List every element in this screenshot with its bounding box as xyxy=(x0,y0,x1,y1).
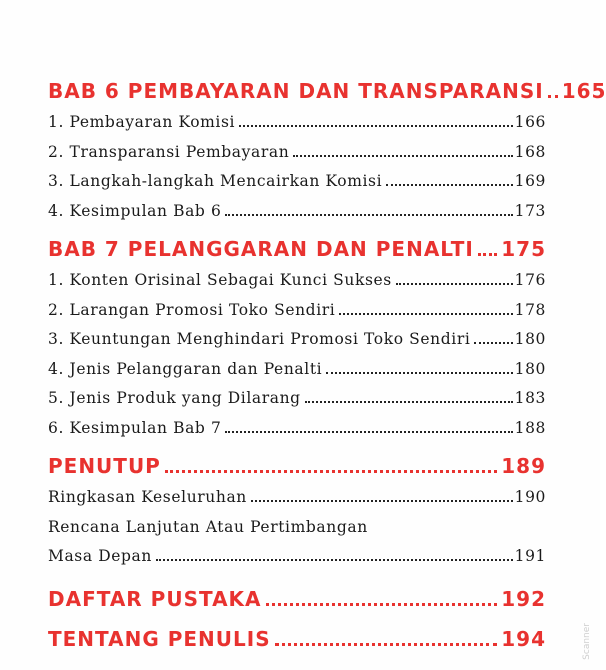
dot-leader xyxy=(305,401,513,403)
heading-page-number: 189 xyxy=(501,454,546,478)
heading-label: DAFTAR PUSTAKA xyxy=(48,586,262,611)
heading-label: TENTANG PENULIS xyxy=(48,626,271,651)
heading-page-number: 192 xyxy=(501,586,546,611)
entry-label: 1. Konten Orisinal Sebagai Kunci Sukses xyxy=(48,271,392,289)
entry-page-number: 190 xyxy=(514,488,546,506)
toc-heading-tentang-penulis[interactable] xyxy=(48,622,546,656)
entry-label: 3. Langkah-langkah Mencairkan Komisi xyxy=(48,172,383,190)
heading-label: BAB 7 PELANGGARAN DAN PENALTI xyxy=(48,237,474,261)
dot-leader xyxy=(251,500,513,502)
toc-entry[interactable] xyxy=(48,266,546,296)
toc-entry[interactable] xyxy=(48,542,546,572)
entry-page-number: 180 xyxy=(514,330,546,348)
heading-page-number: 194 xyxy=(501,626,546,651)
dot-leader xyxy=(326,372,512,374)
toc-heading-bab-6[interactable] xyxy=(48,74,606,108)
heading-label: BAB 6 PEMBAYARAN DAN TRANSPARANSI xyxy=(48,79,544,103)
dot-leader xyxy=(165,470,497,473)
entry-label: 4. Kesimpulan Bab 6 xyxy=(48,201,222,220)
dot-leader xyxy=(275,643,498,646)
entry-page-number: 168 xyxy=(514,142,546,161)
entry-label: 2. Transparansi Pembayaran xyxy=(48,142,290,161)
entry-label: Rencana Lanjutan Atau Pertimbangan xyxy=(48,517,368,536)
dot-leader xyxy=(474,342,512,344)
entry-page-number: 191 xyxy=(514,547,546,565)
entry-label: 5. Jenis Produk yang Dilarang xyxy=(48,389,301,407)
dot-leader xyxy=(266,603,498,606)
entry-page-number: 173 xyxy=(514,201,546,220)
heading-label: PENUTUP xyxy=(48,454,161,478)
toc-entry[interactable] xyxy=(48,167,546,197)
toc-heading-bab-7[interactable] xyxy=(48,232,546,266)
heading-page-number: 175 xyxy=(501,237,546,261)
toc-entry[interactable] xyxy=(48,483,546,513)
dot-leader xyxy=(239,125,513,127)
toc-entry[interactable] xyxy=(48,138,546,168)
toc-entry[interactable] xyxy=(48,513,546,543)
dot-leader xyxy=(225,214,512,216)
spacer xyxy=(48,572,546,582)
dot-leader xyxy=(293,155,512,157)
dot-leader xyxy=(396,283,513,285)
entry-label: 6. Kesimpulan Bab 7 xyxy=(48,418,222,437)
entry-page-number: 180 xyxy=(514,359,546,378)
dot-leader xyxy=(386,184,512,186)
toc-entry[interactable] xyxy=(48,414,546,444)
entry-page-number: 188 xyxy=(514,418,546,437)
dot-leader xyxy=(156,559,513,561)
entry-page-number: 166 xyxy=(514,113,546,131)
dot-leader xyxy=(339,313,512,315)
toc-entry[interactable] xyxy=(48,325,546,355)
toc-entry[interactable] xyxy=(48,384,546,414)
entry-page-number: 176 xyxy=(514,271,546,289)
toc-entry[interactable] xyxy=(48,197,546,227)
entry-page-number: 183 xyxy=(514,389,546,407)
entry-label: 4. Jenis Pelanggaran dan Penalti xyxy=(48,359,323,378)
entry-label: Masa Depan xyxy=(48,547,152,565)
toc-entry[interactable] xyxy=(48,108,546,138)
toc-entry[interactable] xyxy=(48,296,546,326)
entry-page-number: 169 xyxy=(514,172,546,190)
toc-heading-penutup[interactable] xyxy=(48,449,546,483)
dot-leader xyxy=(478,253,497,256)
entry-label: 3. Keuntungan Menghindari Promosi Toko Sendiri xyxy=(48,330,471,348)
toc-heading-daftar-pustaka[interactable] xyxy=(48,582,546,616)
dot-leader xyxy=(548,95,558,98)
scanner-watermark: Scanner xyxy=(582,623,592,660)
heading-page-number: 165 xyxy=(561,79,606,103)
toc-entry[interactable] xyxy=(48,355,546,385)
entry-label: 2. Larangan Promosi Toko Sendiri xyxy=(48,300,336,319)
entry-page-number: 178 xyxy=(514,300,546,319)
dot-leader xyxy=(225,431,512,433)
entry-label: 1. Pembayaran Komisi xyxy=(48,113,236,131)
entry-label: Ringkasan Keseluruhan xyxy=(48,488,247,506)
